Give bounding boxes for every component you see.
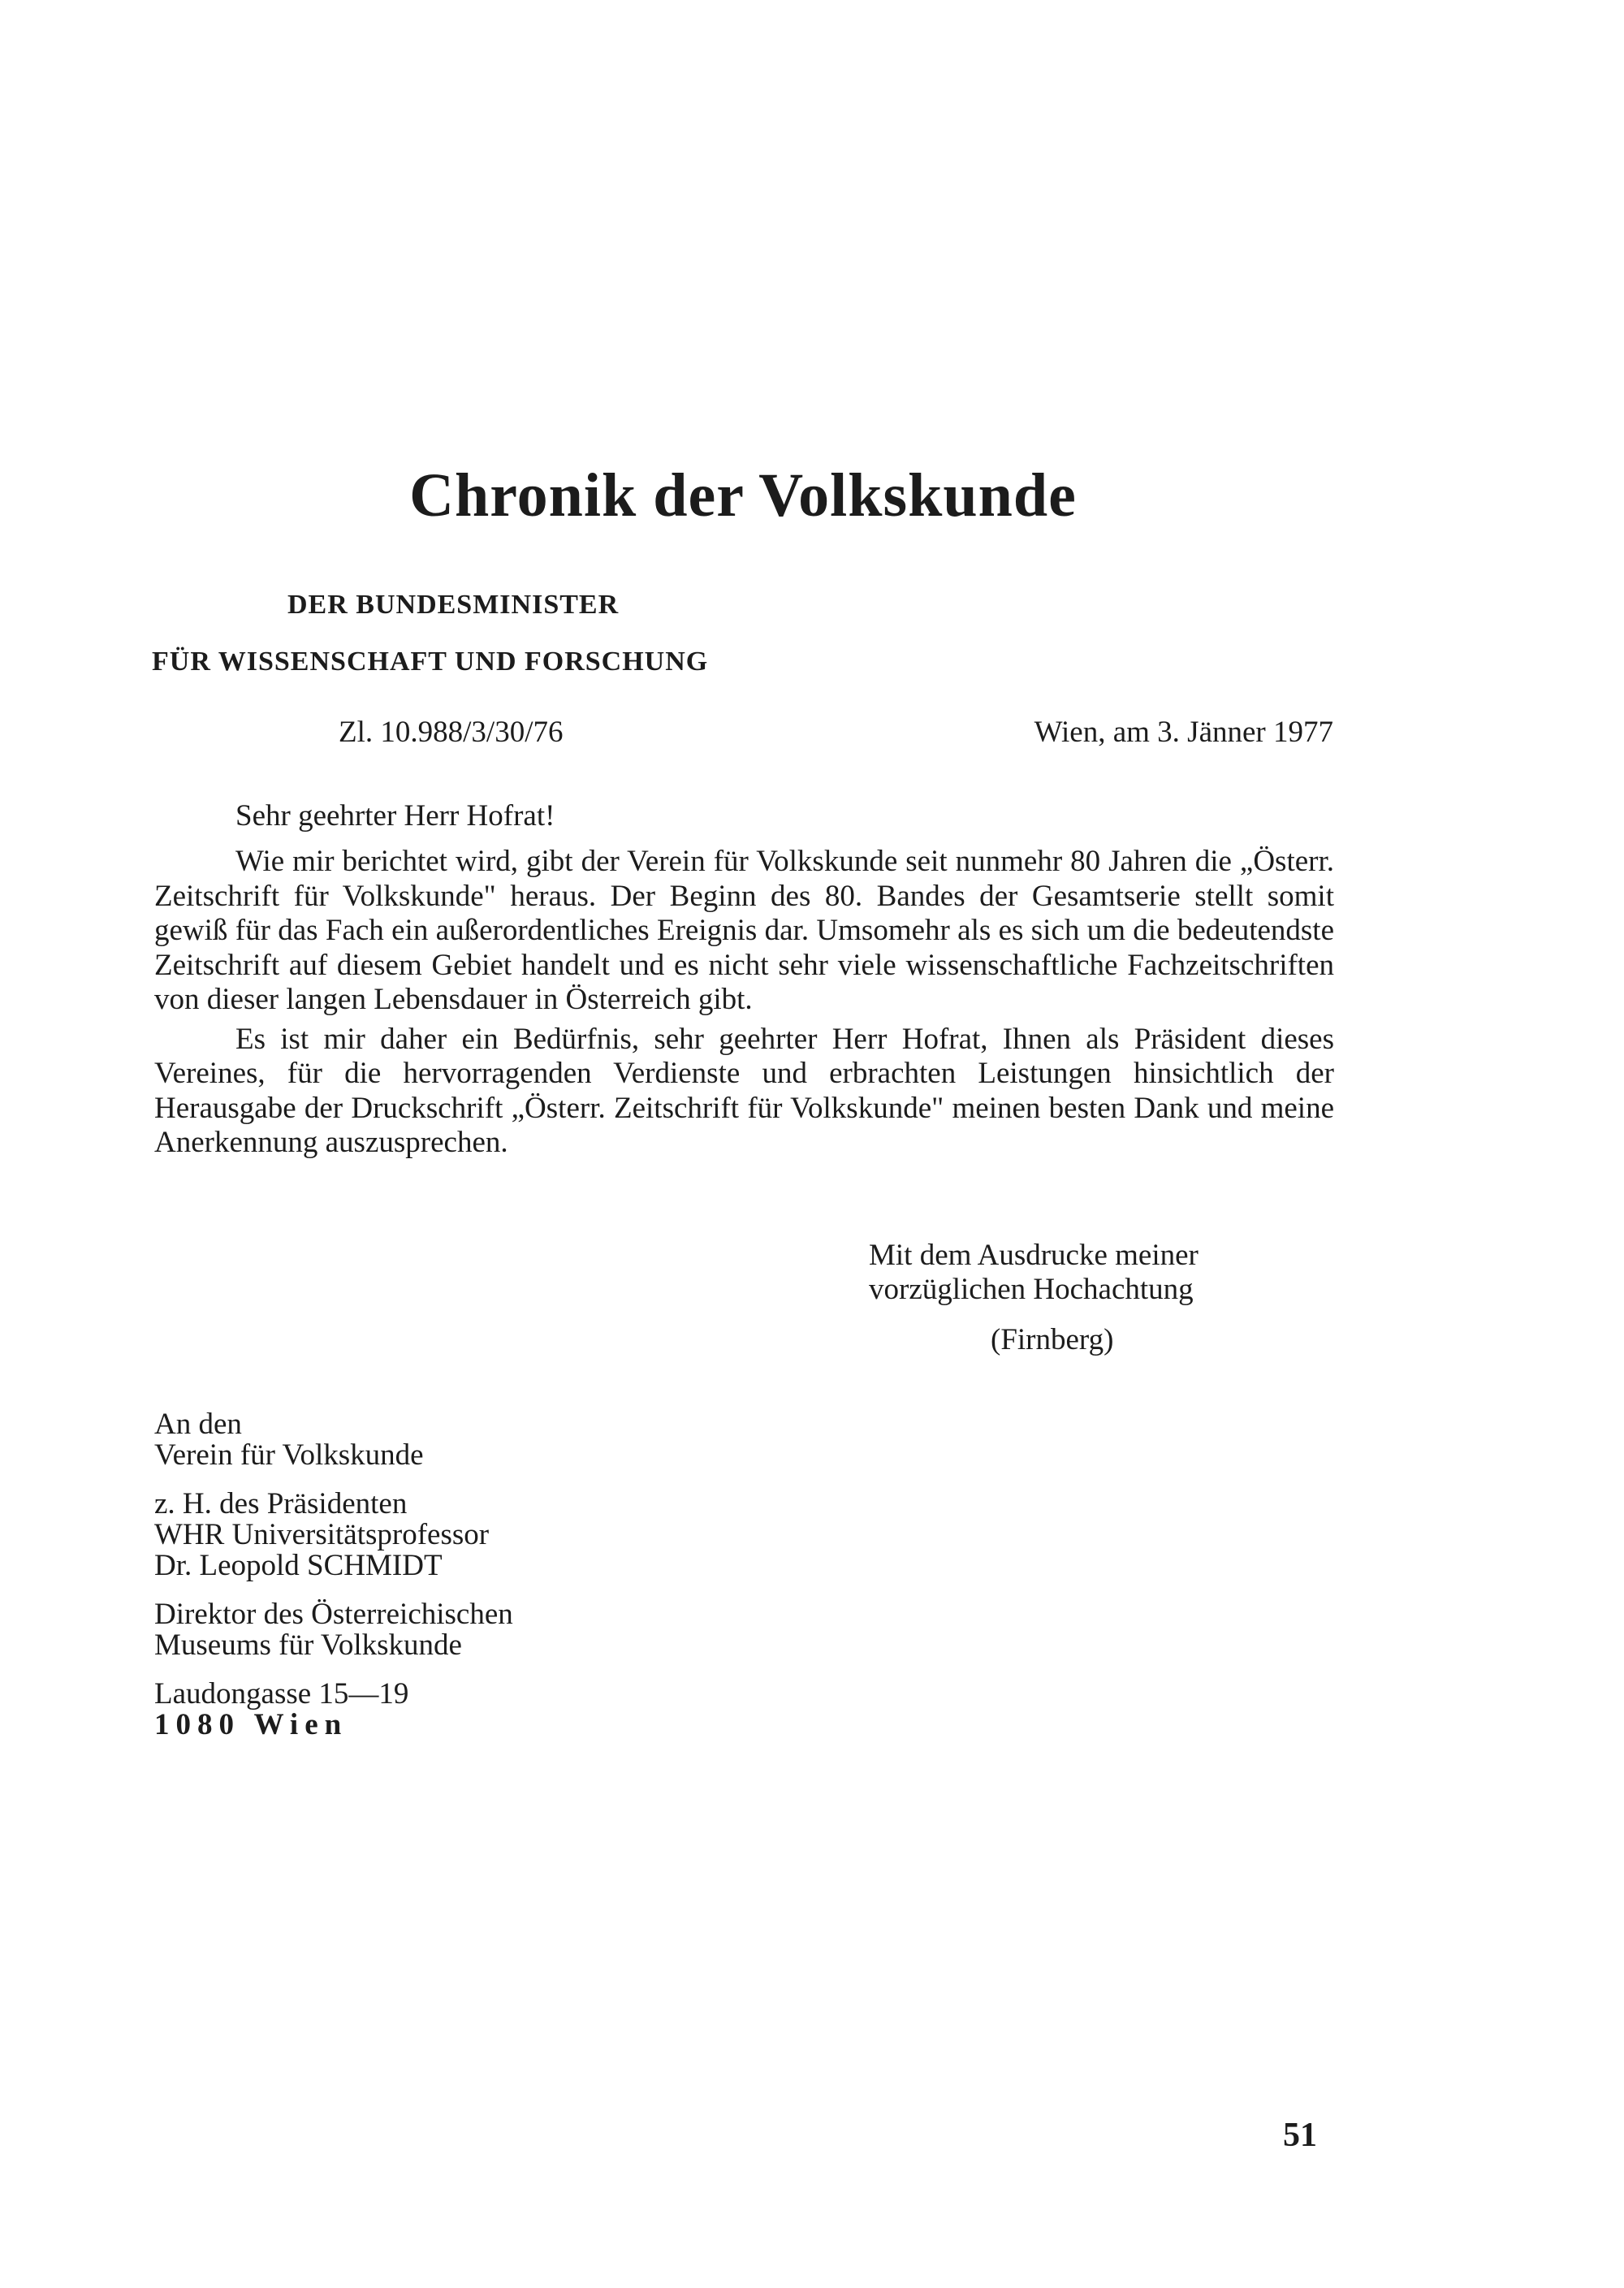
ministry-heading <box>152 577 708 690</box>
address-line: Dr. Leopold SCHMIDT <box>154 1549 443 1582</box>
page-number: 51 <box>1283 2117 1317 2154</box>
recipient-address <box>154 1409 513 1758</box>
reference-row <box>339 708 1333 757</box>
letter-body <box>154 845 1334 1166</box>
address-line: z. H. des Präsidenten <box>154 1487 408 1520</box>
body-paragraph-1: Wie mir berichtet wird, gibt der Verein für Volkskunde seit nunmehr 80 Jahren die „Österr. Zeitschrift für Volkskunde" heraus. Der Beginn des 80. Bandes der Gesamtserie stellt somit gewiß für das Fach ein außerordentliches Ereignis dar. Umsomehr als es sich um die bedeutendste Zeitschrift auf diesem Gebiet handelt und es nicht sehr viele wissenschaftliche Fachzeitschriften von dieser langen Lebensdauer in Österreich gibt. <box>154 845 1334 1016</box>
closing-line-2: vorzüglichen Hochachtung <box>869 1273 1194 1306</box>
address-group-2 <box>154 1489 513 1581</box>
address-line: WHR Universitätsprofessor <box>154 1518 490 1551</box>
address-group-4 <box>154 1679 513 1741</box>
address-group-1 <box>154 1409 513 1471</box>
letter-date: Wien, am 3. Jänner 1977 <box>1034 716 1333 749</box>
page-title: Chronik der Volkskunde <box>409 461 1077 530</box>
reference-number: Zl. 10.988/3/30/76 <box>339 716 564 749</box>
address-line: Museums für Volkskunde <box>154 1628 462 1662</box>
address-street: Laudongasse 15—19 <box>154 1677 409 1711</box>
ministry-line-2: FÜR WISSENSCHAFT UND FORSCHUNG <box>152 647 709 677</box>
address-line: An den <box>154 1408 242 1441</box>
signature: (Firnberg) <box>991 1323 1114 1356</box>
address-city: 1080 Wien <box>154 1708 348 1741</box>
salutation: Sehr geehrter Herr Hofrat! <box>235 799 555 833</box>
address-line: Direktor des Österreichischen <box>154 1598 513 1631</box>
closing-block <box>869 1239 1199 1357</box>
body-paragraph-2: Es ist mir daher ein Bedürfnis, sehr geehrter Herr Hofrat, Ihnen als Präsident dieses Vereines, für die hervorragenden Verdienste und erbrachten Leistungen hinsichtlich der Herausgabe der Druckschrift „Österr. Zeitschrift für Volkskunde" meinen besten Dank und meine Anerkennung auszusprechen. <box>154 1022 1334 1159</box>
address-group-3 <box>154 1599 513 1661</box>
address-line: Verein für Volkskunde <box>154 1438 424 1472</box>
ministry-line-1: DER BUNDESMINISTER <box>287 590 620 620</box>
closing-line-1: Mit dem Ausdrucke meiner <box>869 1239 1199 1272</box>
